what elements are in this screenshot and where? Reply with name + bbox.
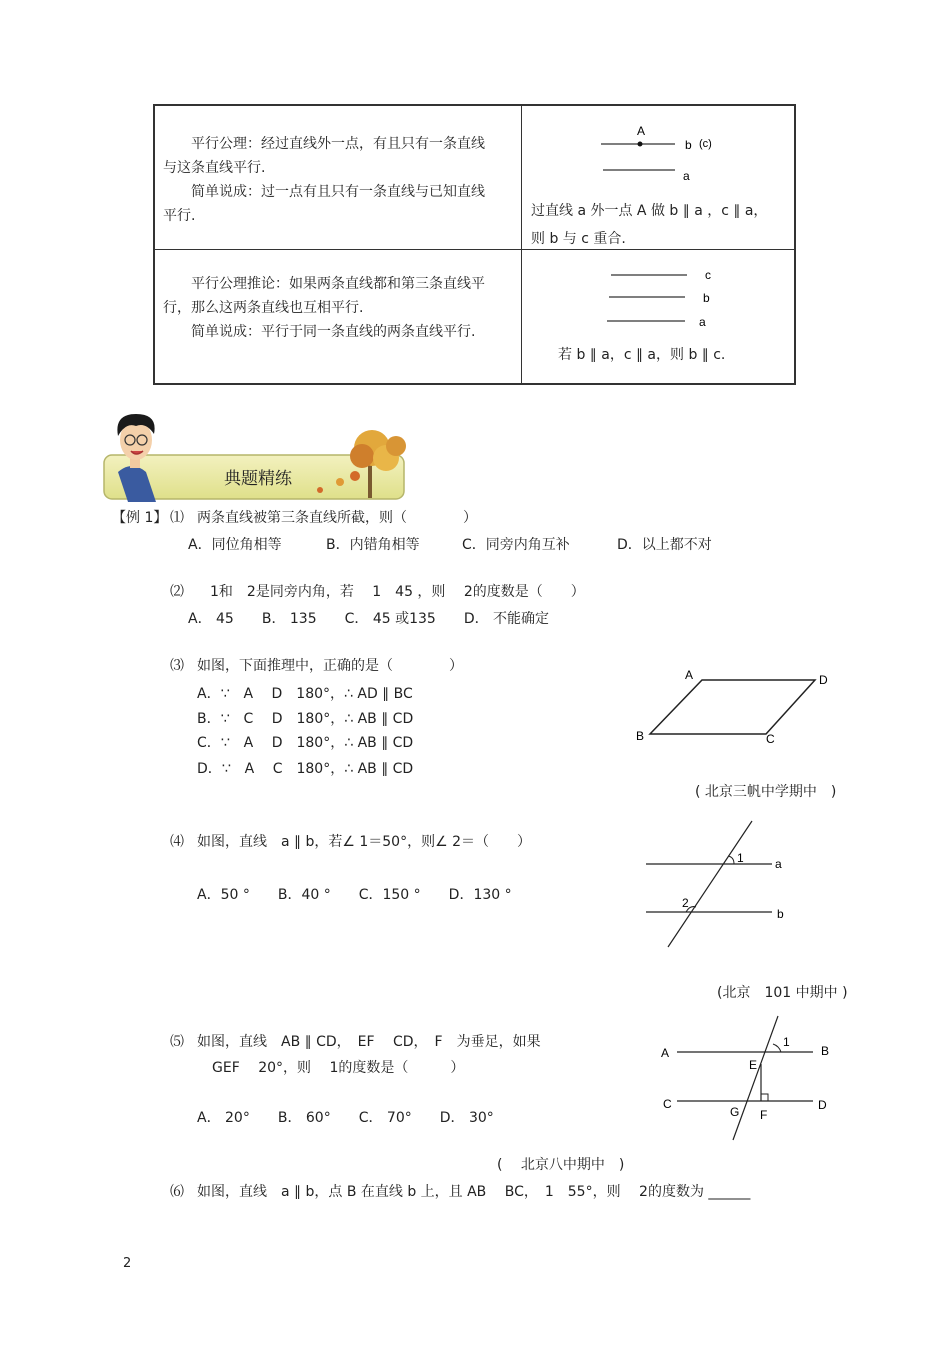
banner-title: 典题精练 (224, 469, 292, 488)
q2-text: 1和 2是同旁内角，若 1 45 ，则 2的度数是（ ） (210, 584, 585, 600)
q5-label-B: B (821, 1044, 830, 1058)
label-a: a (683, 169, 690, 183)
q4-label-b: b (777, 907, 784, 921)
q4-options: A．50 ° B．40 ° C．150 ° D．130 ° (197, 887, 512, 903)
example-label: 【例 1】 (112, 510, 168, 526)
q5-source: ( 北京八中期中 ) (497, 1157, 625, 1173)
parallel-axiom: 平行公理：经过直线外一点，有且只有一条直线与这条直线平行. (163, 136, 485, 176)
q3-option-d: D．∵ A C 180°，∴ AB ∥ CD (197, 761, 414, 777)
q4-label-a: a (775, 857, 782, 871)
q1-option-a: A．同位角相等 (188, 537, 282, 553)
q3-label-B: B (636, 729, 645, 743)
q3-option-b: B．∵ C D 180°，∴ AB ∥ CD (197, 711, 414, 727)
label-c: (c) (699, 138, 712, 150)
q4-number: ⑷ (170, 834, 184, 850)
table-divider-vertical (521, 106, 522, 383)
q1-number: ⑴ (170, 510, 184, 526)
q2-number: ⑵ (170, 584, 184, 600)
q6-text: 如图，直线 a ∥ b，点 B 在直线 b 上，且 AB BC， 1 55°，则 2的度数为 ______ (197, 1184, 751, 1200)
q3-parallelogram-diagram (630, 664, 840, 748)
row2-text (163, 272, 493, 344)
label-b: b (685, 138, 692, 152)
q1-text: 两条直线被第三条直线所截，则（ ） (197, 510, 477, 526)
parallel-corollary-short: 简单说成：平行于同一条直线的两条直线平行. (191, 324, 476, 340)
label-b2: b (703, 291, 710, 305)
q5-line2: GEF 20°，则 1的度数是（ ） (212, 1060, 465, 1076)
q5-label-C: C (663, 1097, 672, 1111)
row1-text (163, 132, 493, 228)
q5-label-A: A (661, 1046, 670, 1060)
q5-number: ⑸ (170, 1034, 184, 1050)
q5-diagram (655, 1012, 835, 1142)
q5-label-F: F (760, 1108, 768, 1122)
row1-caption-1: 过直线 a 外一点 A 做 b ∥ a ，c ∥ a， (531, 203, 768, 219)
q5-label-G: G (730, 1105, 740, 1119)
label-A: A (637, 124, 646, 138)
theorem-table (153, 104, 796, 385)
label-c2: c (705, 268, 711, 282)
parallel-corollary: 平行公理推论：如果两条直线都和第三条直线平行，那么这两条直线也互相平行. (163, 276, 485, 316)
q4-label-2: 2 (682, 896, 689, 910)
q3-number: ⑶ (170, 658, 184, 674)
q3-label-A: A (685, 668, 694, 682)
label-a2: a (699, 315, 706, 329)
q3-label-D: D (819, 673, 828, 687)
q4-parallel-lines-diagram (640, 815, 800, 955)
q3-option-a: A．∵ A D 180°，∴ AD ∥ BC (197, 686, 413, 702)
page-number: 2 (123, 1256, 132, 1271)
row2-diagram (603, 264, 743, 336)
q5-label-E: E (749, 1058, 758, 1072)
q1-option-d: D．以上都不对 (617, 537, 712, 553)
q1-option-c: C．同旁内角互补 (462, 537, 570, 553)
q6-number: ⑹ (170, 1184, 184, 1200)
q1-option-b: B．内错角相等 (326, 537, 420, 553)
q3-source: ( 北京三帆中学期中 ) (695, 784, 837, 800)
q5-options: A． 20° B． 60° C． 70° D． 30° (197, 1110, 494, 1126)
q3-option-c: C．∵ A D 180°，∴ AB ∥ CD (197, 735, 414, 751)
row1-diagram (595, 120, 735, 190)
q4-text: 如图，直线 a ∥ b，若∠ 1＝50°，则∠ 2＝（ ） (197, 834, 531, 850)
q5-label-D: D (818, 1098, 827, 1112)
q4-label-1: 1 (737, 851, 744, 865)
q3-label-C: C (766, 732, 775, 746)
q4-source: (北京 101 中期中 ) (717, 985, 848, 1001)
q5-line1: 如图，直线 AB ∥ CD， EF CD， F 为垂足，如果 (197, 1034, 541, 1050)
q5-label-1: 1 (783, 1035, 790, 1049)
row1-caption-2: 则 b 与 c 重合. (531, 231, 626, 247)
row2-caption: 若 b ∥ a，c ∥ a，则 b ∥ c. (558, 347, 726, 363)
q3-text: 如图，下面推理中，正确的是（ ） (197, 658, 463, 674)
parallel-axiom-short: 简单说成：过一点有且只有一条直线与已知直线平行. (163, 184, 485, 224)
section-banner (100, 410, 415, 505)
table-divider-horizontal (155, 249, 794, 250)
q2-options: A． 45 B． 135 C． 45 或135 D． 不能确定 (188, 611, 550, 627)
